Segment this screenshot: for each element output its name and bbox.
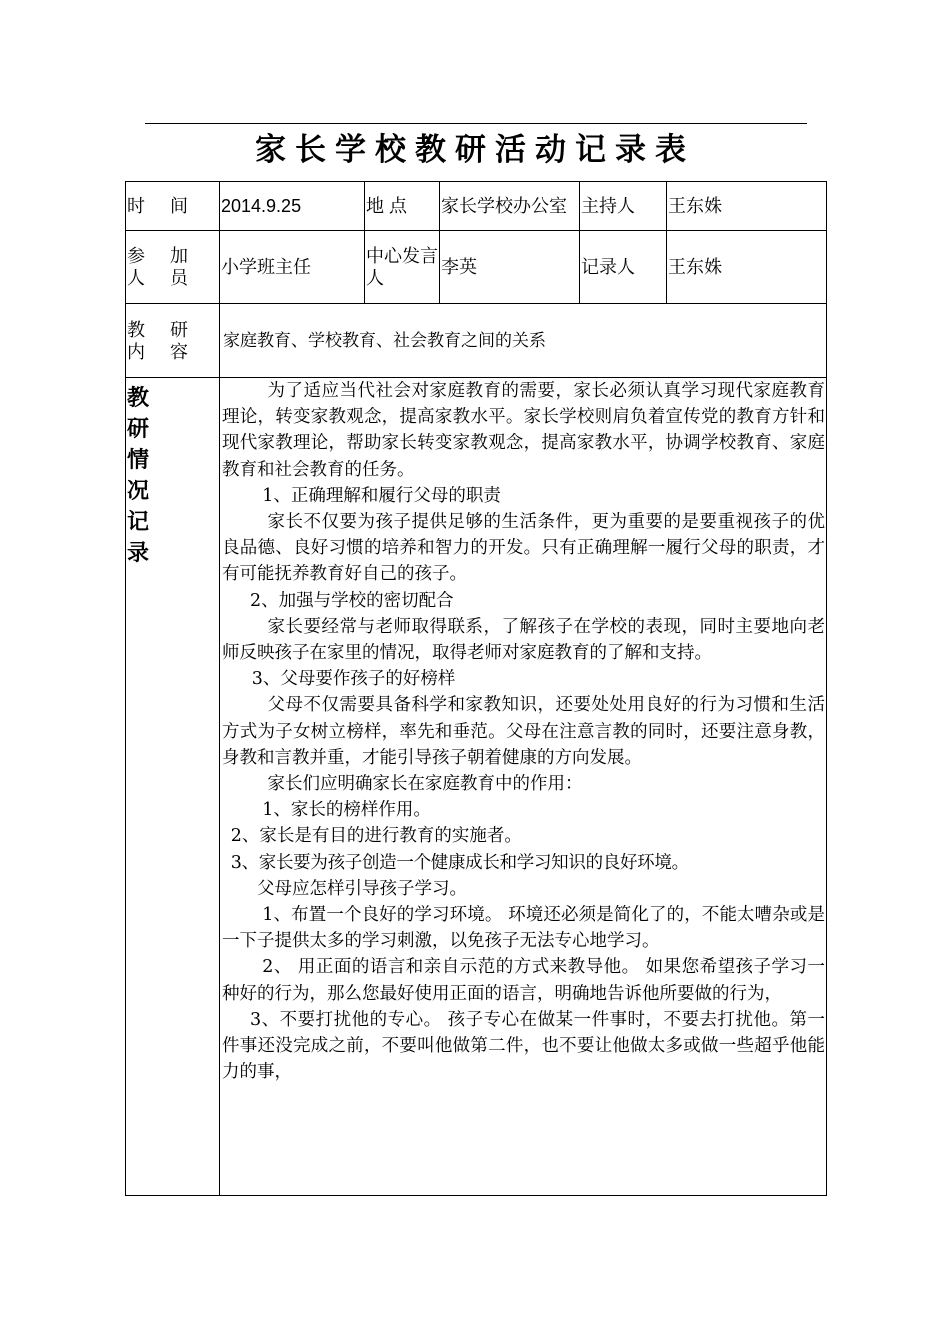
record-content (220, 378, 827, 1196)
host-value: 王东姝 (667, 182, 827, 231)
topic-label: 教 研 内 容 (126, 304, 220, 378)
recorder-value: 王东姝 (667, 231, 827, 304)
row-time-place-host (126, 182, 827, 231)
participants-value: 小学班主任 (220, 231, 365, 304)
record-heading: 2、加强与学校的密切配合 (250, 590, 454, 611)
record-paragraph: 父母不仅需要具备科学和家教知识，还要处处用良好的行为习惯和生活方式为子女树立榜样，率先和垂范。父母在注意言教的同时，还要注意身教，身教和言教并重，才能引导孩子朝着健康的方向发展。 (222, 695, 825, 768)
record-heading: 3、父母要作孩子的好榜样 (251, 669, 456, 690)
record-list-item: 3、家长要为孩子创造一个健康成长和学习知识的良好环境。 (230, 852, 689, 873)
row-participants (126, 231, 827, 304)
top-rule (145, 123, 807, 124)
record-paragraph: 2、 用正面的语言和亲自示范的方式来教导他。 如果您希望孩子学习一种好的行为，那么您最好使用正面的语言，明确地告诉他所要做的行为， (222, 957, 825, 1004)
time-label: 时 间 (126, 182, 220, 231)
topic-value: 家庭教育、学校教育、社会教育之间的关系 (220, 304, 827, 378)
place-value: 家长学校办公室 (440, 182, 580, 231)
record-paragraph: 家长不仅要为孩子提供足够的生活条件，更为重要的是要重视孩子的优良品德、良好习惯的培养和智力的开发。只有正确理解一履行父母的职责，才有可能抚养教育好自己的孩子。 (222, 512, 825, 585)
place-label: 地 点 (365, 182, 440, 231)
time-value: 2014.9.25 (220, 182, 365, 231)
speaker-label: 中心发言人 (365, 231, 440, 304)
record-list-item: 2、家长是有目的进行教育的实施者。 (230, 826, 522, 847)
row-record (126, 378, 827, 1196)
recorder-label: 记录人 (580, 231, 667, 304)
record-paragraph: 家长们应明确家长在家庭教育中的作用： (267, 774, 583, 795)
record-paragraph: 为了适应当代社会对家庭教育的需要，家长必须认真学习现代家庭教育理论，转变家教观念，提高家教水平。家长学校则肩负着宣传党的教育方针和现代家教理论，帮助家长转变家教观念，提高家教水平，协调学校教育、家庭教育和社会教育的任务。 (222, 381, 825, 480)
record-list-item: 1、家长的榜样作用。 (262, 800, 431, 821)
record-label: 教 研 情 况 记 录 (126, 378, 220, 1196)
record-paragraph: 1、布置一个良好的学习环境。 环境还必须是简化了的，不能太嘈杂或是一下子提供太多的学习刺激，以免孩子无法专心地学习。 (222, 905, 825, 952)
speaker-value: 李英 (440, 231, 580, 304)
record-paragraph: 家长要经常与老师取得联系，了解孩子在学校的表现，同时主要地向老师反映孩子在家里的情况，取得老师对家庭教育的了解和支持。 (222, 616, 825, 664)
record-heading: 1、正确理解和履行父母的职责 (262, 485, 501, 506)
host-label: 主持人 (580, 182, 667, 231)
record-paragraph: 3、不要打扰他的专心。 孩子专心在做某一件事时，不要去打扰他。第一件事还没完成之前，不要叫他做第二件，也不要让他做太多或做一些超乎他能力的事， (222, 1009, 825, 1083)
participants-label: 参 加 人 员 (126, 231, 220, 304)
record-heading: 父母应怎样引导孩子学习。 (257, 878, 467, 899)
row-topic (126, 304, 827, 378)
record-form-table (125, 181, 827, 1196)
page-title: 家长学校教研活动记录表 (255, 132, 695, 168)
